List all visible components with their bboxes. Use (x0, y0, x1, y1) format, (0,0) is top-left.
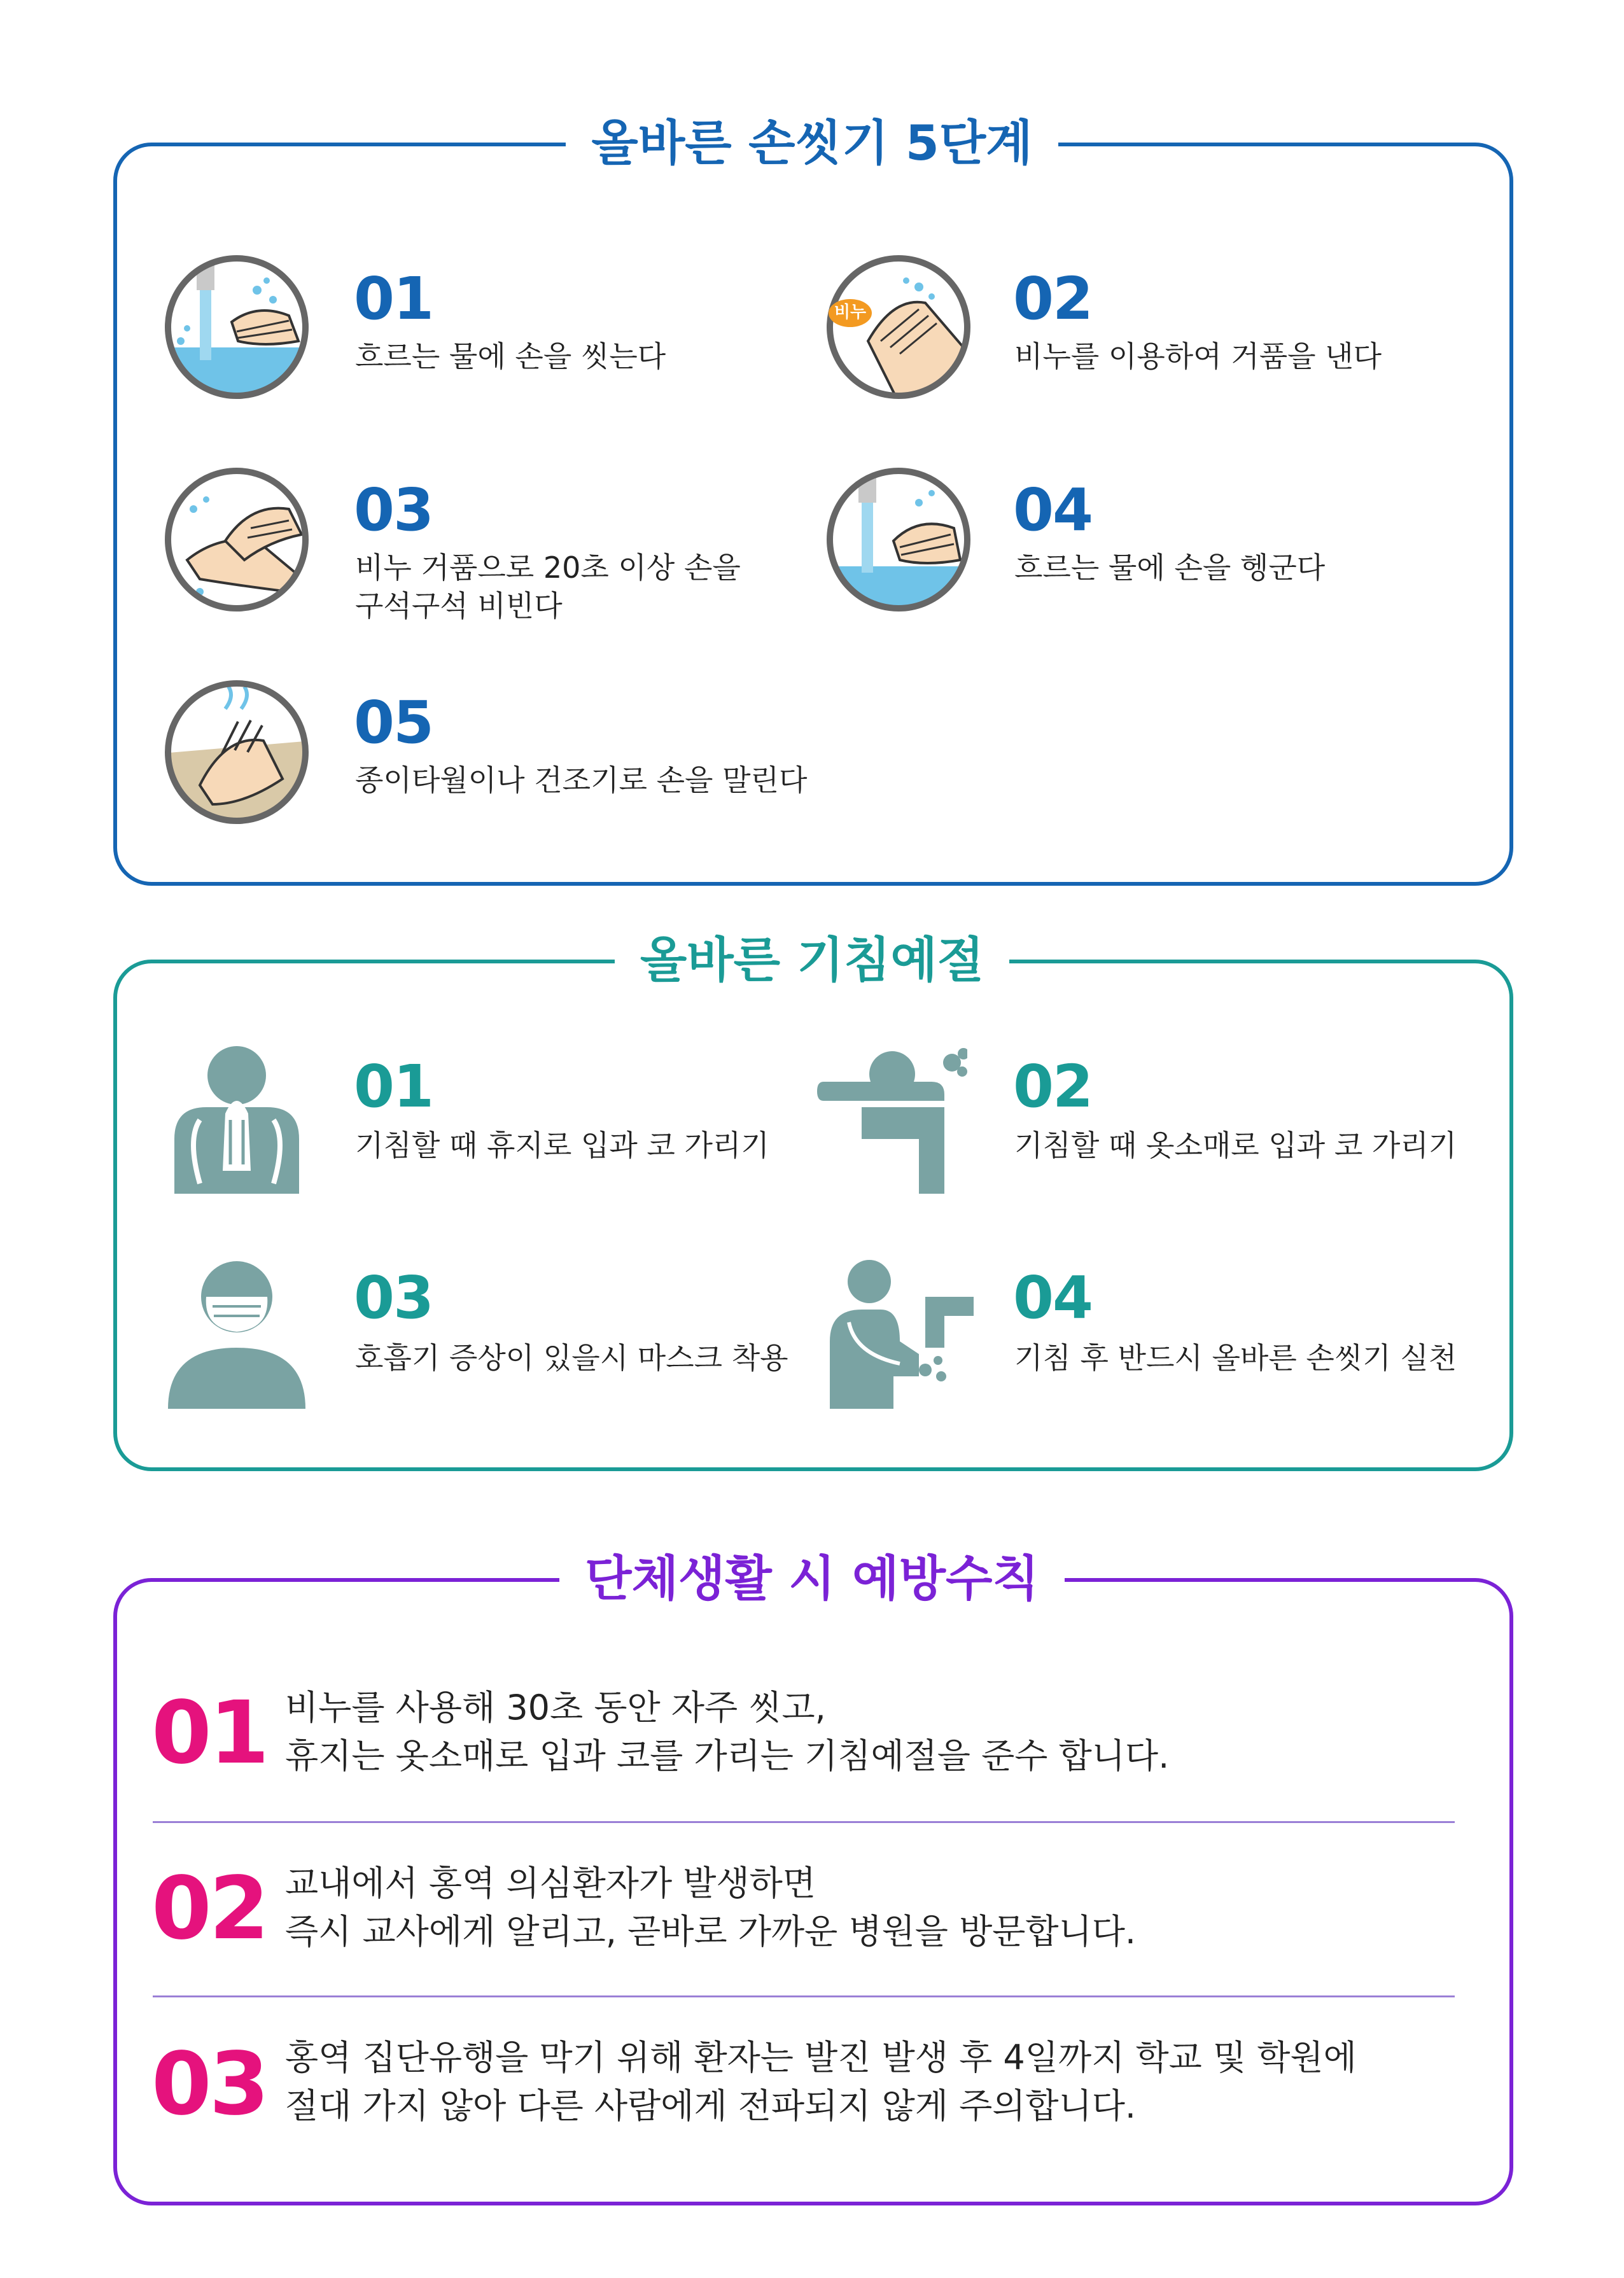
handwash-step-05-text: 종이타월이나 건조기로 손을 말린다 (355, 763, 808, 797)
cough-tissue-icon (162, 1044, 312, 1194)
cough-step-02-number: 02 (1013, 1052, 1093, 1121)
cough-step-03-text: 호흡기 증상이 있을시 마스크 착용 (355, 1341, 788, 1375)
group-rule-02-text: 교내에서 홍역 의심환자가 발생하면 즉시 교사에게 알리고, 곧바로 가까운 병원을 방문합니다. (285, 1863, 1137, 1952)
handwash-step-04-text: 흐르는 물에 손을 헹군다 (1014, 550, 1326, 585)
group-rule-03-text: 홍역 집단유행을 막기 위해 환자는 발진 발생 후 4일까지 학교 및 학원에 절대 가지 않아 다른 사람에게 전파되지 않게 주의합니다. (285, 2037, 1357, 2126)
cough-step-01-text: 기침할 때 휴지로 입과 코 가리기 (355, 1128, 769, 1163)
handwash-step-01-text: 흐르는 물에 손을 씻는다 (355, 339, 666, 374)
handwash-step-04-number: 04 (1013, 476, 1093, 544)
cough-sleeve-icon (817, 1044, 967, 1194)
handwash-step-05-number: 05 (354, 688, 433, 757)
handwash-title: 올바른 손씻기 5단계 (0, 115, 1624, 172)
cough-panel (113, 960, 1513, 1471)
rinse-off-icon (823, 465, 974, 615)
cough-step-04-text: 기침 후 반드시 올바른 손씻기 실천 (1014, 1341, 1457, 1375)
handwash-panel (113, 143, 1513, 886)
cough-title: 올바른 기침예절 (0, 932, 1624, 989)
handwash-step-01-number: 01 (354, 265, 433, 333)
cough-step-04-number: 04 (1013, 1264, 1093, 1332)
dry-hands-icon (162, 677, 312, 827)
cough-step-02-text: 기침할 때 옷소매로 입과 코 가리기 (1014, 1128, 1457, 1163)
group-rule-01-text: 비누를 사용해 30초 동안 자주 씻고, 휴지는 옷소매로 입과 코를 가리는 기침예절을 준수 합니다. (285, 1688, 1170, 1776)
group-divider (153, 1821, 1455, 1823)
handwash-step-03-number: 03 (354, 476, 433, 544)
rinse-hands-icon (162, 252, 312, 402)
group-title: 단체생활 시 예방수칙 (0, 1550, 1624, 1607)
cough-step-03-number: 03 (354, 1264, 433, 1332)
group-rule-02-number: 02 (151, 1859, 267, 1959)
rub-hands-icon (162, 465, 312, 615)
group-rule-01-number: 01 (151, 1683, 267, 1784)
group-rule-03-number: 03 (151, 2034, 267, 2135)
group-divider (153, 1995, 1455, 1997)
cough-step-01-number: 01 (354, 1052, 433, 1121)
handwash-step-03-text: 비누 거품으로 20초 이상 손을 구석구석 비빈다 (355, 550, 741, 623)
handwash-step-02-text: 비누를 이용하여 거품을 낸다 (1014, 339, 1382, 374)
handwash-step-02-number: 02 (1013, 265, 1093, 333)
face-mask-icon (162, 1259, 312, 1409)
soap-label: 비누 (834, 303, 867, 322)
lather-soap-icon (823, 252, 974, 402)
wash-after-cough-icon (823, 1259, 974, 1409)
